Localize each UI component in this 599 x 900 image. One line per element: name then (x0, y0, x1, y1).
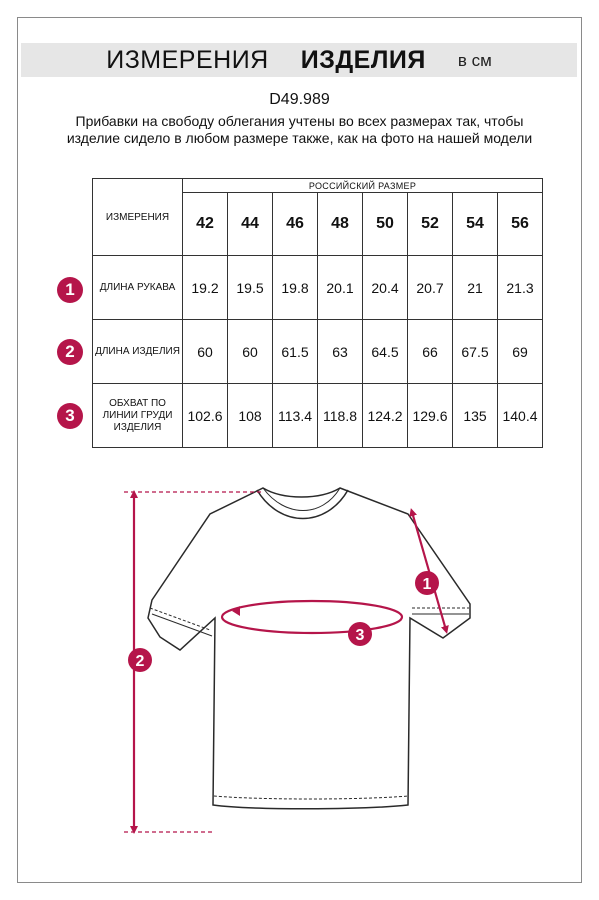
table-cell: 66 (408, 320, 453, 384)
row-label-garment-length: ДЛИНА ИЗДЕЛИЯ (93, 320, 183, 384)
table-cell: 135 (453, 384, 498, 448)
table-cell: 102.6 (183, 384, 228, 448)
table-cell: 60 (228, 320, 273, 384)
header-title-product: ИЗДЕЛИЯ (300, 45, 426, 74)
row-number-badge: 3 (57, 403, 83, 429)
table-cell: 19.8 (273, 256, 318, 320)
product-code: D49.989 (269, 91, 330, 108)
measure-header: ИЗМЕРЕНИЯ (93, 179, 183, 256)
row-label-sleeve-length: ДЛИНА РУКАВА (93, 256, 183, 320)
size-header: 46 (273, 193, 318, 256)
size-header: 54 (453, 193, 498, 256)
table-cell: 20.7 (408, 256, 453, 320)
table-cell: 63 (318, 320, 363, 384)
row-number-badge: 1 (57, 277, 83, 303)
size-caption: РОССИЙСКИЙ РАЗМЕР (183, 179, 543, 193)
diagram-marker-label: 3 (355, 627, 365, 644)
diagram-marker-label: 1 (422, 576, 432, 593)
table-cell: 60 (183, 320, 228, 384)
size-table (92, 178, 543, 448)
table-cell: 61.5 (273, 320, 318, 384)
table-cell: 19.5 (228, 256, 273, 320)
table-cell: 108 (228, 384, 273, 448)
size-header: 52 (408, 193, 453, 256)
diagram-markers (128, 571, 439, 672)
table-row (93, 256, 543, 320)
table-cell: 129.6 (408, 384, 453, 448)
tshirt-diagram (0, 480, 599, 880)
diagram-marker-label: 2 (135, 653, 145, 670)
tshirt-icon (148, 488, 470, 809)
table-cell: 140.4 (498, 384, 543, 448)
table-cell: 118.8 (318, 384, 363, 448)
size-header: 48 (318, 193, 363, 256)
table-cell: 21.3 (498, 256, 543, 320)
table-cell: 19.2 (183, 256, 228, 320)
table-cell: 64.5 (363, 320, 408, 384)
table-cell: 21 (453, 256, 498, 320)
table-cell: 124.2 (363, 384, 408, 448)
table-row (93, 384, 543, 448)
size-header: 50 (363, 193, 408, 256)
table-cell: 69 (498, 320, 543, 384)
size-header: 44 (228, 193, 273, 256)
header-bar (21, 43, 577, 77)
size-header: 42 (183, 193, 228, 256)
measurement-guides (124, 492, 446, 832)
header-title-measurements: ИЗМЕРЕНИЯ (106, 45, 269, 74)
table-cell: 67.5 (453, 320, 498, 384)
table-row (93, 320, 543, 384)
row-label-chest-girth: ОБХВАТ ПО ЛИНИИ ГРУДИ ИЗДЕЛИЯ (93, 384, 183, 448)
size-header: 56 (498, 193, 543, 256)
table-cell: 20.4 (363, 256, 408, 320)
table-cell: 20.1 (318, 256, 363, 320)
fit-note: Прибавки на свободу облегания учтены во всех размерах так, чтобы изделие сидело в любом размере также, как на фото на нашей модели (66, 113, 533, 146)
row-number-badge: 2 (57, 339, 83, 365)
header-unit: в см (457, 51, 492, 70)
table-cell: 113.4 (273, 384, 318, 448)
